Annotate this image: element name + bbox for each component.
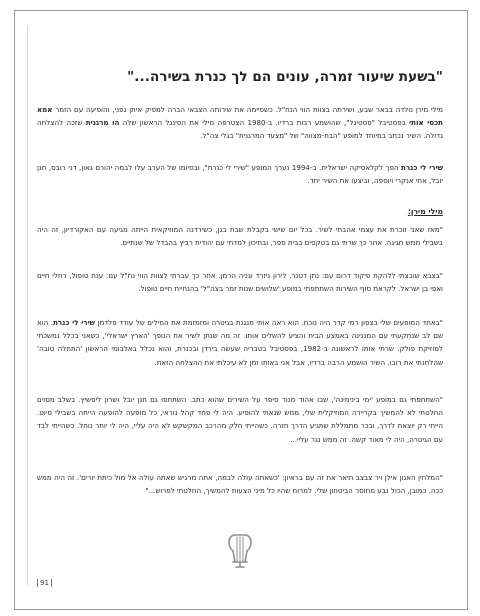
text: מילי מירן נולדה בבאר שבע, ושירתה בצוות הווי הנח"ל. כשסיימה את שירותה הצבאי הברה למפיק איתן גפני, והופיעה עם הזמר [52, 105, 443, 114]
paragraph-quote-2: "בצבא שובצתי ללהקת פיקוד דרום עם: נתן דטנר, לירון ניזרד וגניה הרמן. אחר כך עברתי לצוות הווי נח"ל עם: ענת טופול, רחלי חיים ואפי בן ישראל. לקראת סוף השירות השתתפתי במופע 'שלושים שנות זמר בצה"ל' בהנחיית חיים טופול. [37, 271, 443, 294]
book-page [14, 10, 468, 610]
speaker-heading: מילי מירן: [407, 207, 443, 216]
paragraph-song [37, 161, 443, 187]
song-title-bold: אמא תכסי אותי [37, 105, 443, 128]
song-title-bold: שירי לי כנרת [53, 318, 96, 327]
paragraph-quote-5: "המלחין האגון אילן ויר צבצב תיאר את זה עם בראיון: 'כשאתה עולה לבמה, אתה מרגיש שאתה עולה אל מול כיתת יורים'. זה היה ממש ככה. כמובן, הכול נבע מחוסר הביטחון שלי. למרות שהיו כל מיני הצעות להמשיך, החלטתי לפרוש..." [37, 473, 443, 496]
paragraph-quote-3 [37, 316, 443, 369]
paragraph-quote-4: "השתתפתי גם במופע 'ימי בינימינה', שבו אהוד מנור סיפר על השירים שהוא כתב. השתתפו גם חנן יובל ושרון ליפשיץ. בשלב מסוים החלטתי לא להמשיך בקריירה המוזיקלית שלי, ממש שנאתי להופיע. היה לי פחד קהל נוראי, כל מופעה להופעה הייתה בשבילי סיוט. הייתי רק יוצאת לדרך, ובכר מתמללת שתגיע הדרך חזרה. כשהייתי חלק מהרכב המקשקש לא היה עליי, היה לי יותר נוחל. כשהייתי לבד עם הגיטרה, היה לי מאוד קשה. זה ממש נגר עליי... [37, 395, 443, 444]
text: . הוא שם לב שנתקעתי עם המנגינה באמצע הבית והציע להשלים אותו. זה מה שנתן לשיר את הנופך 'הארץ ישראלי', כשאני בכלל נמשכתי למוזיקת פולק. שרתי אותו לראשונה ב-1982, בפסטיבל בטבריה שעשה בירדן ובכנרת, והוא נכלל באלבומי הראשון 'התחלה טובה' שהלחנתי את רובו. השיר הושמע הרבה ברדיו, אבל אני באותו זמן לא עיכלתי את ההצלחה הזאת. [37, 318, 443, 367]
lyre-ornament-icon [225, 531, 255, 569]
text: "באחד המופעים שלי בצפון רמי קדר היה נוכח. הוא ראה אותי מנגנת בגיטרה ומזמזמת את המילים של עודד פלדמן [95, 318, 443, 327]
margin-rule [27, 25, 28, 585]
song-title-bold: שירי לי כנרת [401, 163, 443, 172]
chapter-title: "בשעת שיעור זמרה, עונים הם לך כנרת בשירה..." [127, 69, 443, 85]
text: הפך לקלאסיקה ישראלית. ב-1994 נערך המופע "שירי לי כנרת", ובסיומו של הערב עלו לבמה יהורם גאון, דני רובס, חנן יובל, אתי אנקרי ויוספה, וביצעו את השיר יחד. [37, 163, 443, 186]
text: שזכה להצלחה גדולה. השיר נכתב במיוחד למופע "הבת-מצווה" של "מצעד המרגנית" בגלי צה"ל. [37, 118, 443, 141]
text: בפסטיבל "פסטיגל", שהושמע רבות ברדיו. ב-1980 הצטרפה מילי את הסינגל הראשון שלה [119, 118, 410, 128]
paragraph-intro [37, 103, 443, 143]
page-number: 91 [37, 579, 52, 587]
song-title-bold: הו מרגנית [85, 118, 120, 128]
paragraph-quote-1: "מאז שאני זוכרת את עצמי אהבתי לשיר. בכל יום שישי בקבלת שבת בגן, כשירדנה המוזיקאית הייתה מגיעה עם האקורדיון, זה היה בשבילי ממש חגיגה. אחר כך שרתי גם בטקסים בבית ספר, ובתיכון למדתי עם יהודית רביץ בהבדל של שנתיים. [37, 225, 443, 248]
